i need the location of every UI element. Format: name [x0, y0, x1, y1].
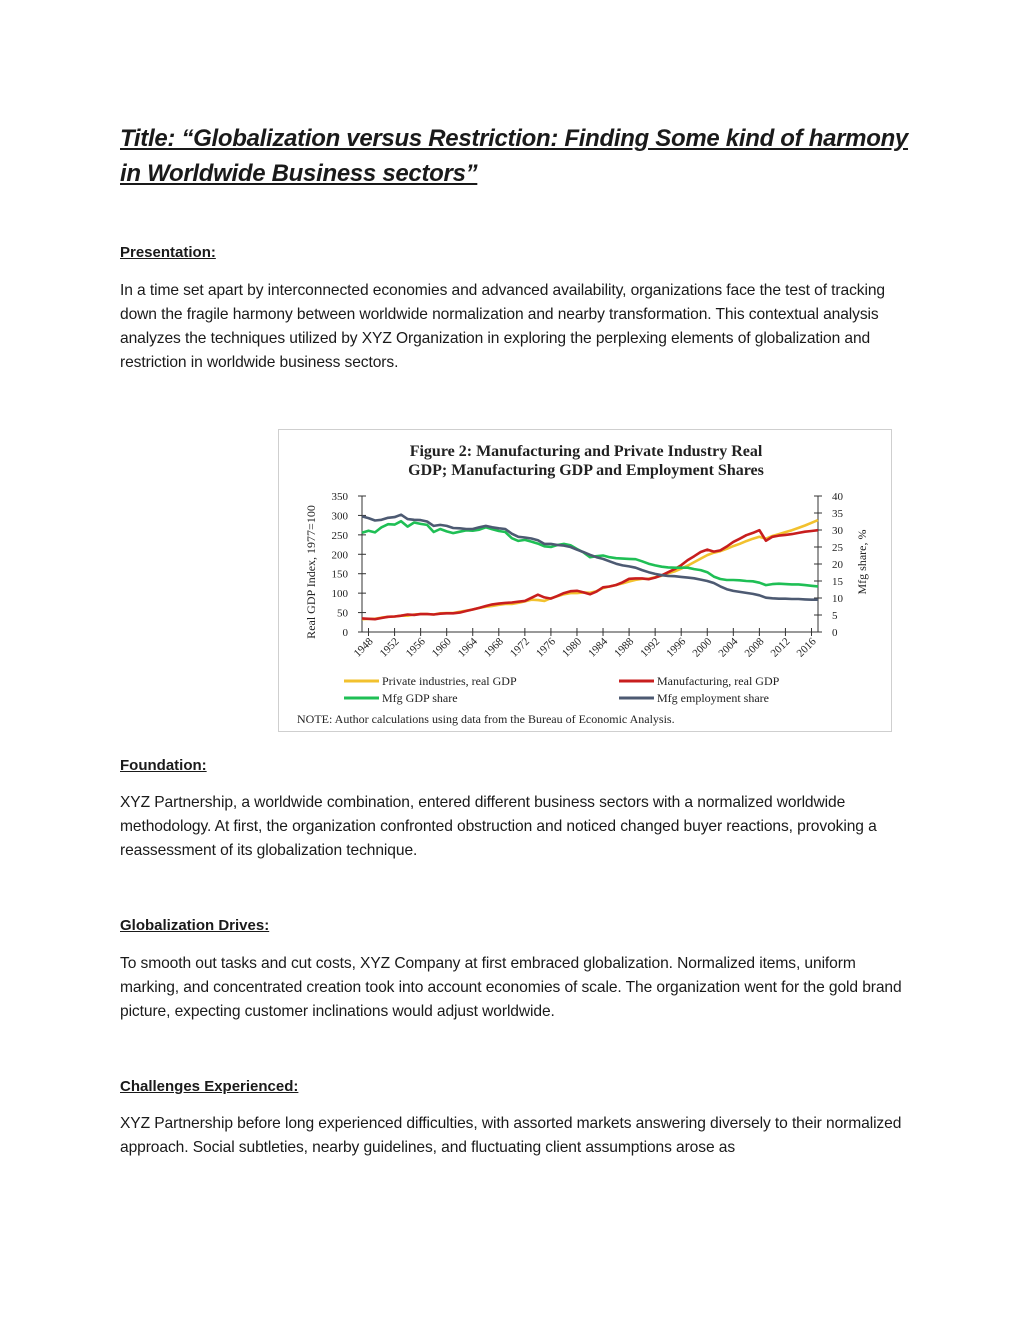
x-tick-label: 1956 — [403, 635, 428, 660]
y-tick-label: 150 — [331, 568, 348, 581]
section-text-foundation: XYZ Partnership, a worldwide combination, entered different business sectors with a normalized worldwide methodology. At first, the organization confronted obstruction and noticed changed buyer reactions, provoking a reassessment of its globalization technique. — [120, 794, 877, 859]
y2-tick-label: 5 — [832, 610, 838, 622]
section-text-presentation: In a time set apart by interconnected economies and advanced availability, organizations face the test of tracking down the fragile harmony between worldwide normalization and nearby transformation. This contextual analysis analyzes the techniques utilized by XYZ Organization in exploring the perplexing elements of globalization and restriction in worldwide business sectors. — [120, 282, 885, 371]
x-tick-label: 1964 — [455, 635, 480, 660]
y2-tick-label: 30 — [832, 525, 843, 537]
chart-legend — [344, 674, 780, 705]
chart-note: NOTE: Author calculations using data from the Bureau of Economic Analysis. — [297, 712, 675, 726]
y-tick-label: 350 — [331, 491, 348, 503]
x-tick-label: 2016 — [794, 635, 819, 660]
section-heading-presentation: Presentation: — [120, 244, 216, 261]
x-tick-label: 1988 — [612, 635, 637, 660]
x-tick-label: 1976 — [533, 635, 559, 660]
y-tick-label: 0 — [342, 627, 348, 639]
x-tick-label: 1948 — [351, 635, 376, 660]
x-tick-label: 1952 — [377, 635, 402, 660]
y2-tick-label: 15 — [832, 576, 843, 588]
legend-label-0: Private industries, real GDP — [382, 674, 517, 688]
y2-tick-label: 35 — [832, 508, 843, 520]
chart-y-axis-label: Real GDP Index, 1977=100 — [304, 505, 318, 639]
x-tick-label: 1972 — [507, 635, 532, 660]
section-text-globalization-drives: To smooth out tasks and cut costs, XYZ Company at first embraced globalization. Normalized items, uniform marking, and concentrated creation took into account economies of scale. The organization went for the gold brand picture, expecting customer inclinations would adjust worldwide. — [120, 955, 902, 1020]
y2-tick-label: 25 — [832, 542, 843, 554]
y-tick-label: 300 — [331, 510, 348, 523]
y2-tick-label: 10 — [832, 593, 843, 605]
x-tick-label: 1984 — [586, 635, 611, 660]
y-tick-label: 50 — [337, 607, 348, 620]
chart-title-line1: Figure 2: Manufacturing and Private Industry Real — [409, 443, 763, 460]
x-tick-label: 1968 — [481, 635, 506, 660]
y-tick-label: 250 — [331, 529, 348, 542]
y-tick-label: 200 — [331, 549, 348, 562]
chart-plot-area — [332, 491, 844, 660]
x-tick-label: 1960 — [429, 635, 454, 660]
y2-tick-label: 40 — [832, 491, 843, 503]
document-title: Title: “Globalization versus Restriction: Finding Some kind of harmony in Worldwide Business sectors” — [120, 125, 908, 187]
x-tick-label: 2004 — [716, 635, 741, 660]
x-tick-label: 2008 — [742, 635, 767, 660]
y2-tick-label: 20 — [832, 559, 843, 571]
series-line-1 — [362, 530, 818, 619]
x-tick-label: 2000 — [690, 635, 715, 660]
chart-title-line2: GDP; Manufacturing GDP and Employment Shares — [408, 462, 764, 479]
legend-label-1: Manufacturing, real GDP — [657, 674, 780, 688]
section-heading-challenges: Challenges Experienced: — [120, 1078, 299, 1095]
y-tick-label: 100 — [331, 588, 348, 601]
x-tick-label: 1992 — [638, 635, 663, 660]
x-tick-label: 1996 — [664, 635, 689, 660]
figure-chart — [278, 429, 892, 732]
legend-label-3: Mfg employment share — [657, 691, 769, 705]
section-text-challenges: XYZ Partnership before long experienced difficulties, with assorted markets answering diversely to their normalized approach. Social subtleties, nearby guidelines, and fluctuating client assumptions arose as — [120, 1115, 902, 1156]
x-tick-label: 2012 — [768, 635, 793, 660]
section-heading-globalization-drives: Globalization Drives: — [120, 917, 270, 934]
x-tick-label: 1980 — [560, 635, 585, 660]
chart-svg — [279, 430, 893, 733]
section-heading-foundation: Foundation: — [120, 757, 207, 774]
legend-label-2: Mfg GDP share — [382, 691, 458, 705]
chart-y2-axis-label: Mfg share, % — [855, 529, 869, 595]
y2-tick-label: 0 — [832, 627, 838, 639]
